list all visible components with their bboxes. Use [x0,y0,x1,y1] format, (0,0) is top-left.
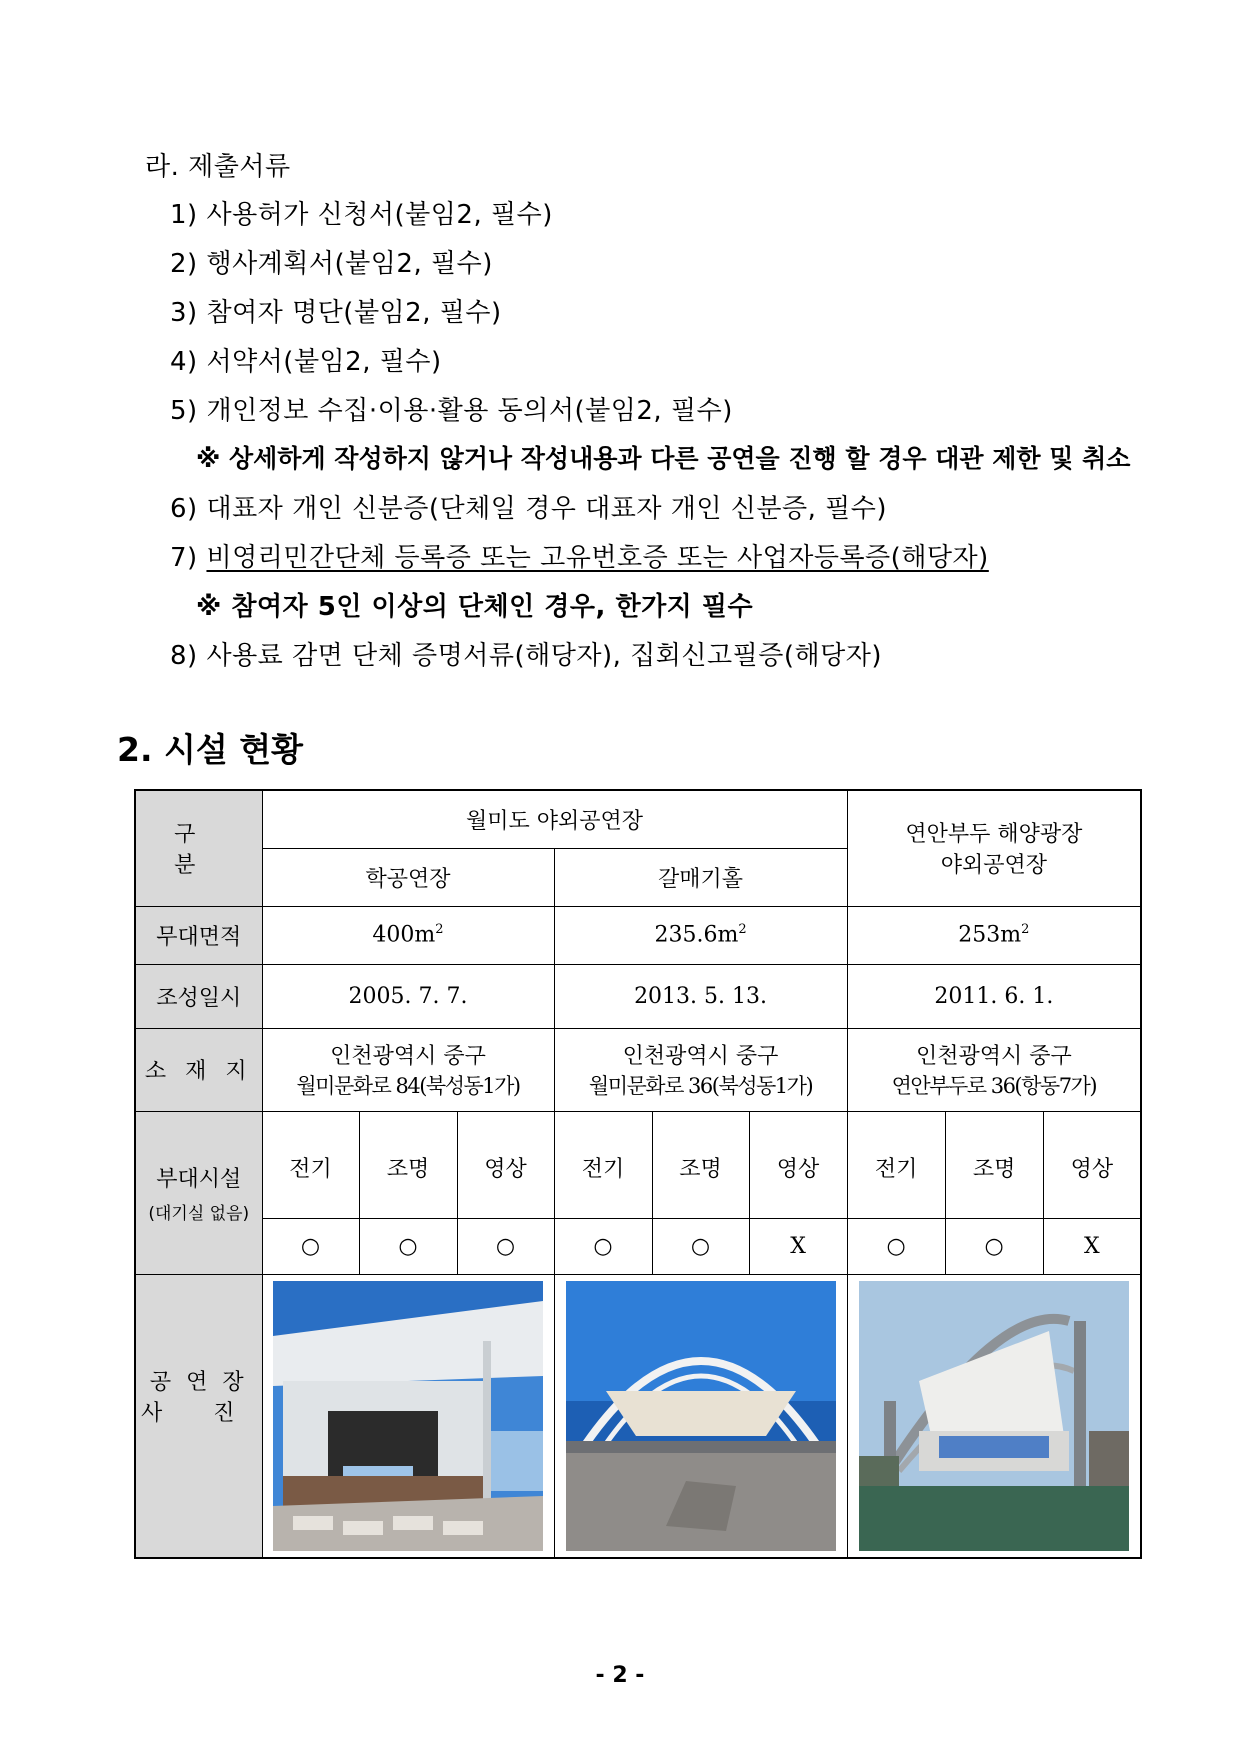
row-label-location [135,1028,262,1111]
fac-label: 전기 [847,1111,945,1218]
doc-item-5: 5) 개인정보 수집·이용·활용 동의서(붙임2, 필수) [170,396,733,426]
fac-label: 조명 [652,1111,749,1218]
venue-yeonan [847,790,1141,906]
venue-yeonan-line1: 연안부두 해양광장 [905,822,1083,848]
location-1-line2: 월미문화로 84(북성동1가) [296,1074,520,1098]
area-3-sup: 2 [1021,922,1030,938]
row-label-facility [135,1111,262,1274]
facility-table [134,789,1142,1559]
fac-mark: X [1043,1218,1141,1274]
header-label: 구 분 [174,822,224,879]
location-1-line1: 인천광역시 중구 [330,1044,486,1069]
venue-galmaegi: 갈매기홀 [554,848,847,906]
stage-photo-hakgong [273,1281,543,1551]
doc-note-1: ※ 상세하게 작성하지 않거나 작성내용과 다른 공연을 진행 할 경우 대관 제한 및 취소 [196,444,1131,473]
area-1-sup: 2 [435,922,444,938]
photo-cell-2 [554,1274,847,1558]
row-label-facility-text: 부대시설 [156,1166,242,1192]
location-1 [262,1028,554,1111]
stage-photo-galmaegi [566,1281,836,1551]
doc-item-2: 2) 행사계획서(붙임2, 필수) [170,249,493,279]
row-label-facility-note: (대기실 없음) [148,1203,250,1224]
row-label-area: 무대면적 [135,906,262,964]
docs-heading: 라. 제출서류 [145,152,291,182]
location-3 [847,1028,1141,1111]
location-2 [554,1028,847,1111]
fac-mark: ○ [652,1218,749,1274]
fac-label: 영상 [457,1111,554,1218]
fac-label: 전기 [554,1111,652,1218]
fac-mark: ○ [457,1218,554,1274]
doc-item-1: 1) 사용허가 신청서(붙임2, 필수) [170,200,553,230]
area-value-1 [262,906,554,964]
doc-item-4: 4) 서약서(붙임2, 필수) [170,347,442,377]
fac-label: 조명 [945,1111,1043,1218]
location-2-line1: 인천광역시 중구 [622,1044,779,1069]
photo-cell-3 [847,1274,1141,1558]
row-label-photo [135,1274,262,1558]
doc-item-7-text: 비영리민간단체 등록증 또는 고유번호증 또는 사업자등록증(해당자) [206,543,989,573]
area-2: 235.6m [654,922,739,948]
location-3-line2: 연안부두로 36(항동7가) [891,1074,1097,1098]
fac-mark: ○ [359,1218,457,1274]
fac-mark: ○ [262,1218,359,1274]
doc-item-7-number: 7) [170,543,198,573]
area-value-2 [554,906,847,964]
location-3-line1: 인천광역시 중구 [915,1044,1072,1069]
group-wolmido: 월미도 야외공연장 [262,790,847,848]
row-label-photo-line2: 사 진 [141,1400,257,1426]
fac-label: 영상 [1043,1111,1141,1218]
fac-label: 영상 [749,1111,847,1218]
venue-hakgong: 학공연장 [262,848,554,906]
row-label-location-text: 소 재 지 [144,1059,253,1084]
stage-photo-yeonan [859,1281,1129,1551]
fac-label: 조명 [359,1111,457,1218]
doc-item-3: 3) 참여자 명단(붙임2, 필수) [170,298,502,328]
date-3: 2011. 6. 1. [847,964,1141,1028]
area-value-3 [847,906,1141,964]
photo-cell-1 [262,1274,554,1558]
doc-item-8: 8) 사용료 감면 단체 증명서류(해당자), 집회신고필증(해당자) [170,641,883,671]
location-2-line2: 월미문화로 36(북성동1가) [588,1074,813,1098]
date-2: 2013. 5. 13. [554,964,847,1028]
date-1: 2005. 7. 7. [262,964,554,1028]
row-label-photo-line1: 공 연 장 [149,1369,248,1395]
doc-item-6: 6) 대표자 개인 신분증(단체일 경우 대표자 개인 신분증, 필수) [170,494,888,524]
area-3: 253m [958,922,1022,948]
header-label-cell [135,790,262,906]
fac-mark: X [749,1218,847,1274]
fac-mark: ○ [945,1218,1043,1274]
area-1: 400m [372,922,436,948]
venue-yeonan-line2: 야외공연장 [940,853,1047,879]
row-label-date: 조성일시 [135,964,262,1028]
fac-mark: ○ [847,1218,945,1274]
fac-label: 전기 [262,1111,359,1218]
area-2-sup: 2 [738,922,747,938]
page-number: - 2 - [595,1663,645,1688]
doc-item-7 [170,537,989,574]
fac-mark: ○ [554,1218,652,1274]
section-title: 2. 시설 현황 [117,730,303,769]
doc-note-2: ※ 참여자 5인 이상의 단체인 경우, 한가지 필수 [196,592,754,622]
